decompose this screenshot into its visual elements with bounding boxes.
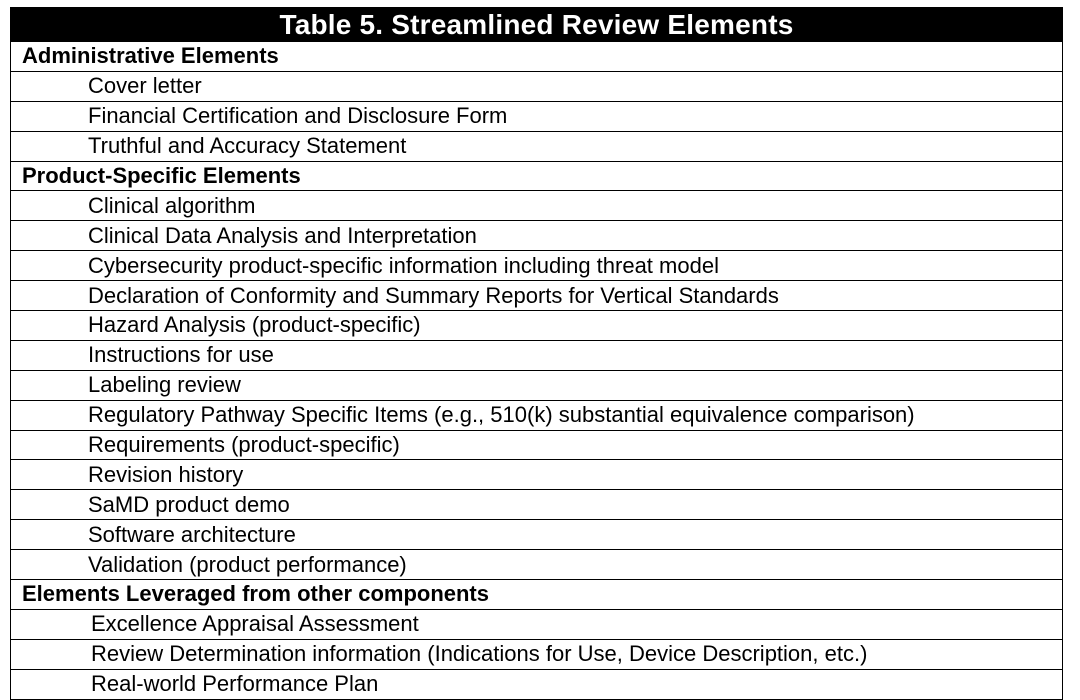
table-row: [11, 400, 1063, 430]
table-row: [11, 490, 1063, 520]
table-cell-item: Financial Certification and Disclosure Form: [11, 101, 1063, 131]
table-title-row: [11, 8, 1063, 42]
table-row: [11, 71, 1063, 101]
table-cell-item: Requirements (product-specific): [11, 430, 1063, 460]
section-heading-row: [11, 161, 1063, 191]
table-cell-item: Software architecture: [11, 520, 1063, 550]
table-cell-item: Cybersecurity product-specific information including threat model: [11, 251, 1063, 281]
table-row: [11, 430, 1063, 460]
table-row: [11, 340, 1063, 370]
table-row: [11, 281, 1063, 311]
table-cell-item: Regulatory Pathway Specific Items (e.g., 510(k) substantial equivalence comparison): [11, 400, 1063, 430]
section-heading-product-specific: Product-Specific Elements: [11, 161, 1063, 191]
table-cell-item: Hazard Analysis (product-specific): [11, 311, 1063, 341]
section-heading-row: [11, 580, 1063, 610]
section-heading-administrative: Administrative Elements: [11, 42, 1063, 72]
table-row: [11, 131, 1063, 161]
table-row: [11, 460, 1063, 490]
table-row: [11, 221, 1063, 251]
table-cell-item: Excellence Appraisal Assessment: [11, 609, 1063, 639]
table-cell-item: Truthful and Accuracy Statement: [11, 131, 1063, 161]
table-row: [11, 191, 1063, 221]
section-heading-row: [11, 42, 1063, 72]
table-cell-item: Validation (product performance): [11, 550, 1063, 580]
section-heading-leveraged: Elements Leveraged from other components: [11, 580, 1063, 610]
table-cell-item: Review Determination information (Indications for Use, Device Description, etc.): [11, 639, 1063, 669]
table-title: Table 5. Streamlined Review Elements: [11, 8, 1063, 42]
table-row: [11, 639, 1063, 669]
table-cell-item: Real-world Performance Plan: [11, 669, 1063, 699]
table-row: [11, 609, 1063, 639]
table-row: [11, 550, 1063, 580]
table-row: [11, 251, 1063, 281]
table-row: [11, 311, 1063, 341]
table-cell-item: Clinical algorithm: [11, 191, 1063, 221]
table-cell-item: Declaration of Conformity and Summary Reports for Vertical Standards: [11, 281, 1063, 311]
table-row: [11, 101, 1063, 131]
table-cell-item: Instructions for use: [11, 340, 1063, 370]
review-elements-table: [10, 7, 1063, 700]
table-cell-item: Revision history: [11, 460, 1063, 490]
table-row: [11, 669, 1063, 699]
table-cell-item: Cover letter: [11, 71, 1063, 101]
table-row: [11, 370, 1063, 400]
table-cell-item: Labeling review: [11, 370, 1063, 400]
table-cell-item: Clinical Data Analysis and Interpretation: [11, 221, 1063, 251]
table-cell-item: SaMD product demo: [11, 490, 1063, 520]
table-row: [11, 520, 1063, 550]
